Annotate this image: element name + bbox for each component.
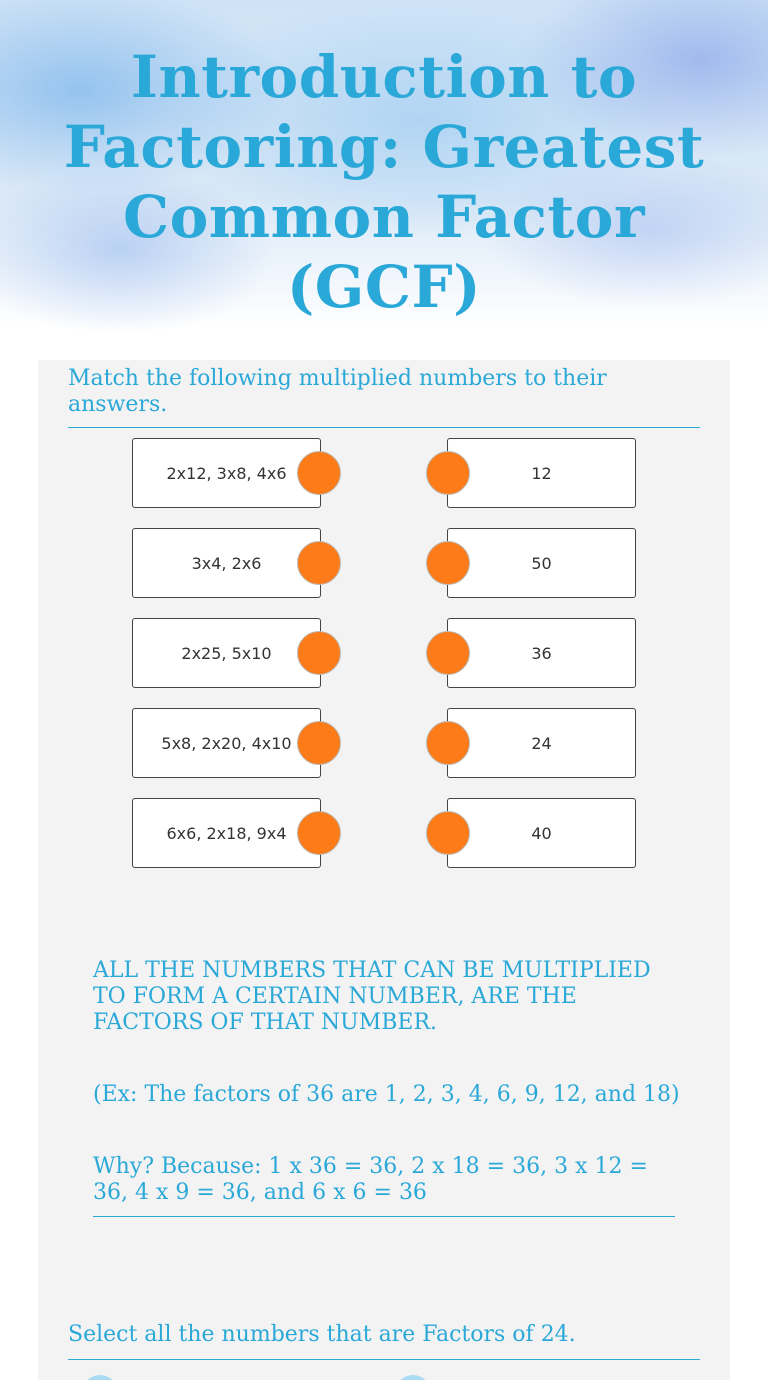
match-connector-dot[interactable] [297, 451, 341, 495]
match-left-item[interactable]: 5x8, 2x20, 4x10 [132, 708, 321, 778]
worksheet-title: Introduction to Factoring: Greatest Common Factor (GCF) [63, 43, 705, 321]
match-connector-dot[interactable] [426, 541, 470, 585]
match-connector-dot[interactable] [426, 721, 470, 765]
info-divider [93, 1216, 675, 1217]
match-right-item[interactable]: 36 [447, 618, 636, 688]
match-right-item[interactable]: 12 [447, 438, 636, 508]
match-connector-dot[interactable] [297, 811, 341, 855]
select-question-prompt: Select all the numbers that are Factors of 24. [68, 1322, 576, 1347]
factors-definition-text: ALL THE NUMBERS THAT CAN BE MULTIPLIED TO FORM A CERTAIN NUMBER, ARE THE FACTORS OF THAT NUMBER. [93, 958, 651, 1035]
match-connector-dot[interactable] [426, 451, 470, 495]
match-connector-dot[interactable] [426, 631, 470, 675]
worksheet-body [38, 360, 730, 1380]
factors-explanation-text: Why? Because: 1 x 36 = 36, 2 x 18 = 36, 3 x 12 = 36, 4 x 9 = 36, and 6 x 6 = 36 [93, 1154, 648, 1205]
match-left-item[interactable]: 2x25, 5x10 [132, 618, 321, 688]
select-divider [68, 1359, 700, 1360]
match-left-item[interactable]: 3x4, 2x6 [132, 528, 321, 598]
match-right-item[interactable]: 50 [447, 528, 636, 598]
match-left-item[interactable]: 2x12, 3x8, 4x6 [132, 438, 321, 508]
factors-example-text: (Ex: The factors of 36 are 1, 2, 3, 4, 6, 9, 12, and 18) [93, 1082, 680, 1107]
match-connector-dot[interactable] [297, 721, 341, 765]
match-right-item[interactable]: 24 [447, 708, 636, 778]
worksheet-header [0, 0, 768, 360]
match-connector-dot[interactable] [426, 811, 470, 855]
match-question-prompt: Match the following multiplied numbers to their answers. [68, 366, 607, 417]
match-connector-dot[interactable] [297, 541, 341, 585]
match-connector-dot[interactable] [297, 631, 341, 675]
match-divider [68, 427, 700, 428]
match-right-item[interactable]: 40 [447, 798, 636, 868]
match-left-item[interactable]: 6x6, 2x18, 9x4 [132, 798, 321, 868]
